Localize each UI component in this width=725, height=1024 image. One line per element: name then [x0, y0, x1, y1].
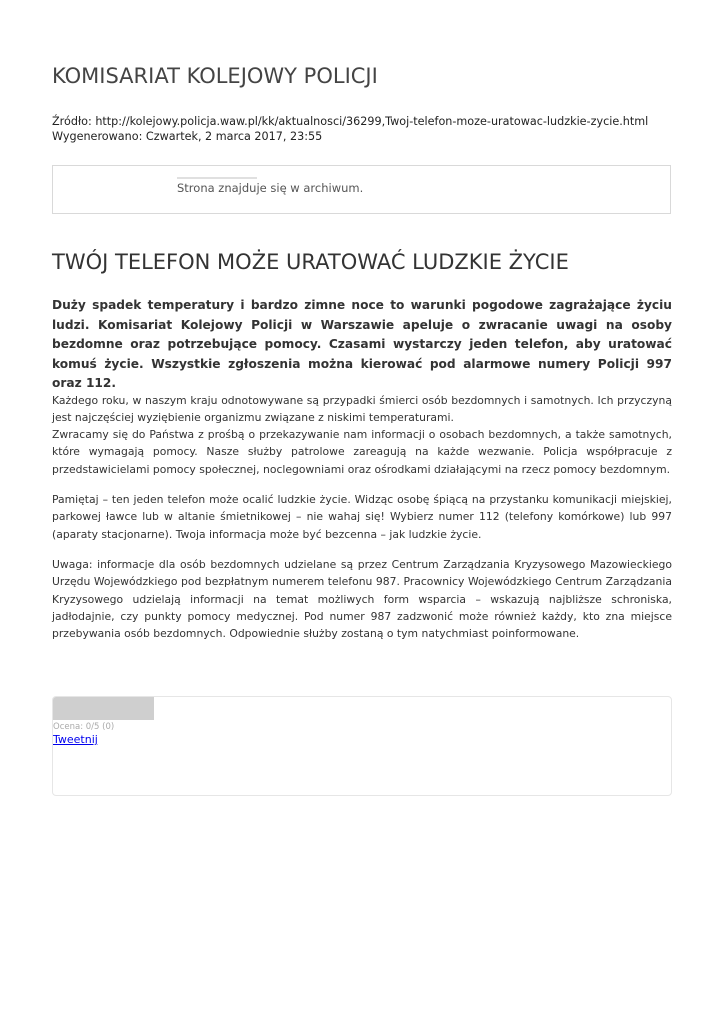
tweet-link[interactable]: Tweetnij	[53, 733, 98, 746]
rating-stars[interactable]	[53, 697, 154, 720]
article-title: TWÓJ TELEFON MOŻE URATOWAĆ LUDZKIE ŻYCIE	[52, 250, 569, 274]
article-paragraph: Pamiętaj – ten jeden telefon może ocalić ludzkie życie. Widząc osobę śpiącą na przystanku komunikacji miejskiej, parkowej ławce lub w altanie śmietnikowej – nie wahaj się! Wybierz numer 112 (telefony komórkowe) lub 997 (aparaty stacjonarne). Twoja informacja może być bezcenna – jak ludzkie życie.	[52, 493, 672, 541]
source-line: Źródło: http://kolejowy.policja.waw.pl/kk/aktualnosci/36299,Twoj-telefon-moze-uratowac-ludzkie-zycie.html	[52, 115, 649, 128]
archive-divider	[177, 177, 257, 179]
archive-notice	[52, 165, 671, 214]
article-lead: Duży spadek temperatury i bardzo zimne noce to warunki pogodowe zagrażające życiu ludzi. Komisariat Kolejowy Policji w Warszawie apeluje o zwracanie uwagi na osoby bezdomne oraz potrzebujące pomocy. Czasami wystarczy jeden telefon, aby uratować komuś życie. Wszystkie zgłoszenia można kierować pod alarmowe numery Policji 997 oraz 112.	[52, 298, 672, 390]
site-title: KOMISARIAT KOLEJOWY POLICJI	[52, 64, 378, 88]
rating-score: Ocena: 0/5 (0)	[53, 722, 115, 732]
article-paragraph: Zwracamy się do Państwa z prośbą o przekazywanie nam informacji o osobach bezdomnych, a także samotnych, które wymagają pomocy. Nasze służby patrolowe zareagują na każde wezwanie. Policja współpracuje z przedstawicielami pomocy społecznej, noclegowniami oraz ośrodkami działającymi na rzecz pomocy bezdomnym.	[52, 428, 672, 476]
rating-panel	[52, 696, 672, 796]
article-paragraph: Uwaga: informacje dla osób bezdomnych udzielane są przez Centrum Zarządzania Kryzysowego Mazowieckiego Urzędu Wojewódzkiego pod bezpłatnym numerem telefonu 987. Pracownicy Wojewódzkiego Centrum Zarządzania Kryzysowego udzielają informacji na temat możliwych form wsparcia – wskazują najbliższe schroniska, jadłodajnie, czy punkty pomocy medycznej. Pod numer 987 zadzwonić może również każdy, kto zna miejsce przebywania osób bezdomnych. Odpowiednie służby zostaną o tym natychmiast poinformowane.	[52, 558, 672, 641]
generated-line: Wygenerowano: Czwartek, 2 marca 2017, 23:55	[52, 130, 323, 143]
document-meta	[52, 114, 648, 144]
archive-note: Strona znajduje się w archiwum.	[177, 181, 364, 195]
article-paragraph: Każdego roku, w naszym kraju odnotowywane są przypadki śmierci osób bezdomnych i samotnych. Ich przyczyną jest najczęściej wyziębienie organizmu związane z niskimi temperaturami.	[52, 394, 672, 425]
